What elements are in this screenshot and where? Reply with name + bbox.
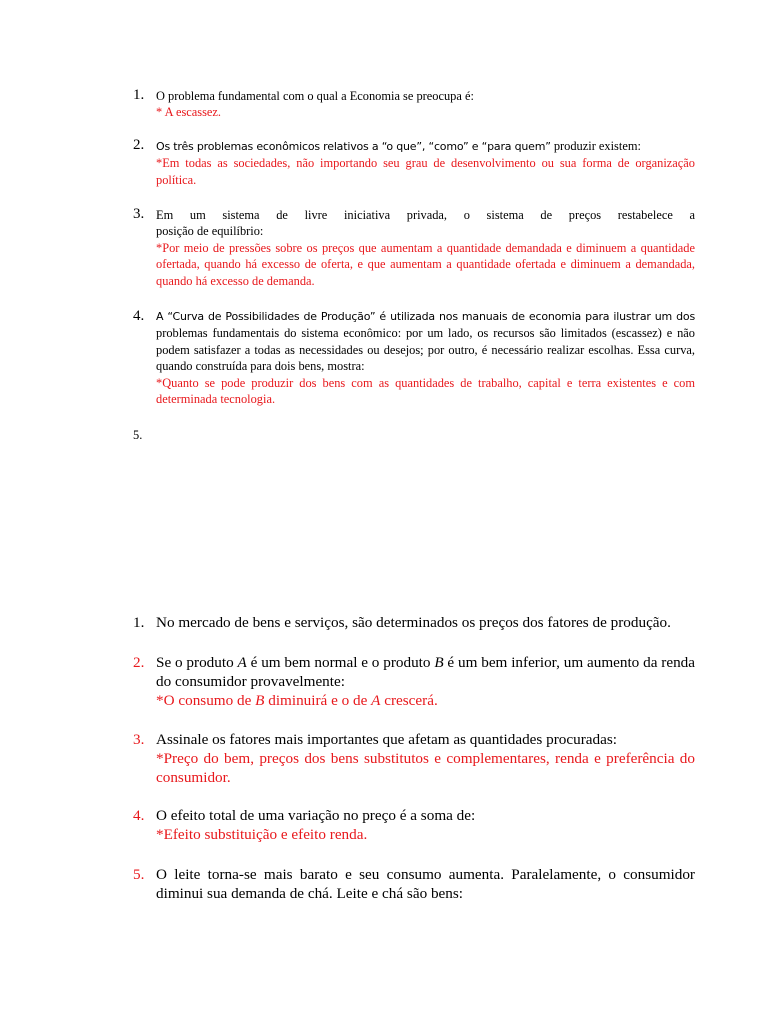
question-rest: problemas fundamentais do sistema econômico: por um lado, os recursos são limitados (escassez) e não podem satisfazer a todas as necessidades ou desejos; por outro, é necessário realizar escolhas. Essa curva, quando construída para dois bens, mostra: <box>156 326 695 374</box>
item-number: 1. <box>133 614 145 631</box>
answer-text: *Em todas as sociedades, não importando seu grau de desenvolvimento ou sua forma de organização política. <box>156 156 695 187</box>
item-number: 2. <box>133 137 145 153</box>
question-prefix: Os três problemas econômicos relativos a “o que”, “como” e “para quem” <box>156 140 551 153</box>
answer-text: *Por meio de pressões sobre os preços que aumentam a quantidade demandada e diminuem a quantidade ofertada, quando há excesso de oferta, e que aumentam a quantidade ofertada e diminuem a demandada, quando há excesso de demanda. <box>156 240 695 288</box>
answer-part: *O consumo de <box>156 691 256 709</box>
answer-text: * A escassez. <box>156 105 222 120</box>
variable-a: A <box>237 654 247 671</box>
item-number: 4. <box>133 807 145 824</box>
item-number: 5. <box>133 428 143 442</box>
question-text <box>156 654 695 692</box>
question-part: é um bem normal e o produto <box>246 654 435 671</box>
question-text: O efeito total de uma variação no preço é a soma de: <box>156 807 476 824</box>
question-part: Se o produto <box>156 654 238 671</box>
answer-text: *Efeito substituição e efeito renda. <box>156 825 368 843</box>
question-text: O leite torna-se mais barato e seu consumo aumenta. Paralelamente, o consumidor diminui sua demanda de chá. Leite e chá são bens: <box>156 866 695 902</box>
item-number: 3. <box>133 206 145 222</box>
answer-part: diminuirá e o de <box>264 691 372 709</box>
question-text <box>156 138 695 155</box>
item-number: 1. <box>133 87 145 103</box>
answer-part: crescerá. <box>380 691 438 709</box>
statement-text: No mercado de bens e serviços, são determinados os preços dos fatores de produção. <box>156 614 671 631</box>
item-number: 3. <box>133 731 145 748</box>
question-text: Assinale os fatores mais importantes que afetam as quantidades procuradas: <box>156 731 617 748</box>
question-part: é um bem inferior, um aumento da renda do consumidor provavelmente: <box>156 654 695 690</box>
variable-b: B <box>434 654 444 671</box>
question-line-1: Em um sistema de livre iniciativa privada, o sistema de preços restabelece a <box>156 208 695 222</box>
variable-a: A <box>371 691 381 709</box>
question-suffix: produzir existem: <box>550 139 641 153</box>
answer-text: *Preço do bem, preços dos bens substitutos e complementares, renda e preferência do consumidor. <box>156 749 695 786</box>
variable-b: B <box>255 691 265 709</box>
question-line-2: posição de equilíbrio: <box>156 224 264 239</box>
item-number: 2. <box>133 654 145 671</box>
answer-text <box>156 692 695 711</box>
question-text: O problema fundamental com o qual a Economia se preocupa é: <box>156 89 474 103</box>
item-number: 5. <box>133 866 145 883</box>
item-number: 4. <box>133 308 145 324</box>
question-line-1: A “Curva de Possibilidades de Produção” é utilizada nos manuais de economia para ilustrar um dos <box>156 310 695 323</box>
answer-text: *Quanto se pode produzir dos bens com as quantidades de trabalho, capital e terra existentes e com determinada tecnologia. <box>156 375 695 407</box>
